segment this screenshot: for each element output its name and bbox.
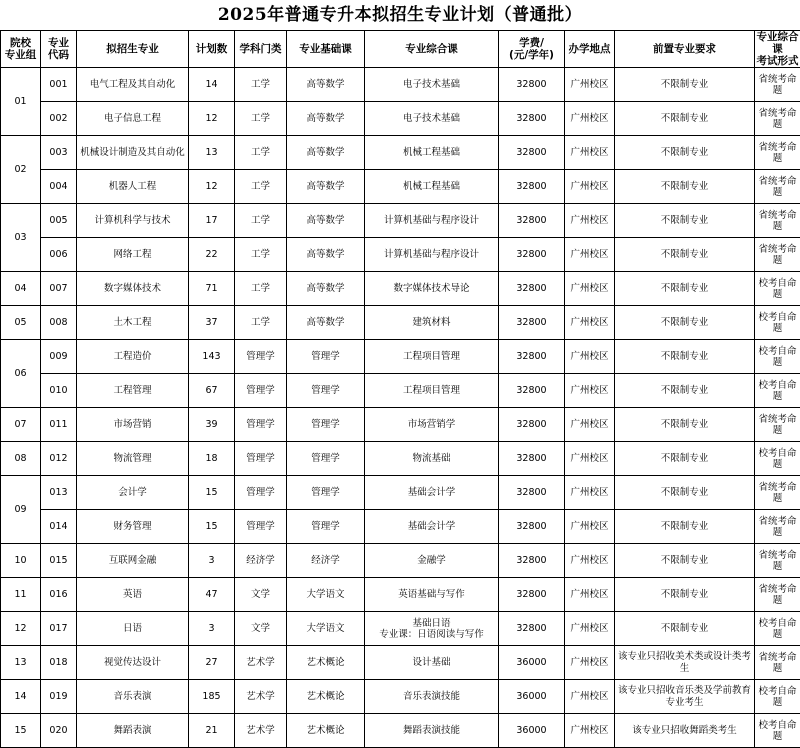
major-name-cell: 网络工程 — [77, 238, 189, 272]
major-code-cell: 006 — [41, 238, 77, 272]
exam-form-cell: 校考自命题 — [755, 306, 800, 340]
table-row — [1, 408, 800, 442]
comprehensive-course-cell: 计算机基础与程序设计 — [365, 238, 499, 272]
prerequisite-cell: 不限制专业 — [615, 204, 755, 238]
prerequisite-cell: 不限制专业 — [615, 238, 755, 272]
group-number-cell: 06 — [1, 340, 41, 408]
major-name-cell: 互联网金融 — [77, 544, 189, 578]
group-number-cell: 04 — [1, 272, 41, 306]
table-row — [1, 238, 800, 272]
basic-course-cell: 高等数学 — [287, 68, 365, 102]
major-code-cell: 005 — [41, 204, 77, 238]
prerequisite-cell: 不限制专业 — [615, 272, 755, 306]
basic-course-cell: 高等数学 — [287, 102, 365, 136]
tuition-cell: 36000 — [499, 646, 565, 680]
prerequisite-cell: 该专业只招收美术类或设计类考生 — [615, 646, 755, 680]
category-cell: 管理学 — [235, 476, 287, 510]
campus-cell: 广州校区 — [565, 442, 615, 476]
prerequisite-cell: 不限制专业 — [615, 306, 755, 340]
exam-form-cell: 省统考命题 — [755, 476, 800, 510]
comprehensive-course-cell: 数字媒体技术导论 — [365, 272, 499, 306]
table-row — [1, 170, 800, 204]
comprehensive-course-cell: 计算机基础与程序设计 — [365, 204, 499, 238]
tuition-cell: 36000 — [499, 680, 565, 714]
group-number-cell: 11 — [1, 578, 41, 612]
campus-cell: 广州校区 — [565, 510, 615, 544]
major-code-cell: 003 — [41, 136, 77, 170]
group-number-cell: 10 — [1, 544, 41, 578]
comprehensive-course-cell: 音乐表演技能 — [365, 680, 499, 714]
header-category: 学科门类 — [235, 31, 287, 68]
table-row — [1, 102, 800, 136]
major-name-cell: 音乐表演 — [77, 680, 189, 714]
header-major: 拟招生专业 — [77, 31, 189, 68]
plan-count-cell: 3 — [189, 612, 235, 646]
major-code-cell: 015 — [41, 544, 77, 578]
header-row — [1, 31, 800, 68]
tuition-cell: 32800 — [499, 170, 565, 204]
table-row — [1, 374, 800, 408]
header-fee: 学费/ (元/学年) — [499, 31, 565, 68]
category-cell: 管理学 — [235, 442, 287, 476]
major-name-cell: 日语 — [77, 612, 189, 646]
comprehensive-course-cell: 基础会计学 — [365, 510, 499, 544]
tuition-cell: 32800 — [499, 374, 565, 408]
major-name-cell: 英语 — [77, 578, 189, 612]
plan-count-cell: 67 — [189, 374, 235, 408]
comprehensive-course-cell: 建筑材料 — [365, 306, 499, 340]
major-name-cell: 工程管理 — [77, 374, 189, 408]
header-basic-course: 专业基础课 — [287, 31, 365, 68]
major-code-cell: 018 — [41, 646, 77, 680]
prerequisite-cell: 不限制专业 — [615, 340, 755, 374]
comprehensive-course-cell: 基础会计学 — [365, 476, 499, 510]
group-number-cell: 13 — [1, 646, 41, 680]
category-cell: 艺术学 — [235, 714, 287, 748]
campus-cell: 广州校区 — [565, 102, 615, 136]
plan-count-cell: 3 — [189, 544, 235, 578]
group-number-cell: 02 — [1, 136, 41, 204]
prerequisite-cell: 不限制专业 — [615, 68, 755, 102]
plan-count-cell: 47 — [189, 578, 235, 612]
tuition-cell: 32800 — [499, 578, 565, 612]
table-row — [1, 340, 800, 374]
table-row — [1, 714, 800, 748]
exam-form-cell: 校考自命题 — [755, 374, 800, 408]
category-cell: 工学 — [235, 136, 287, 170]
comprehensive-course-cell: 物流基础 — [365, 442, 499, 476]
header-exam-form: 专业综合课 考试形式 — [755, 31, 800, 68]
campus-cell: 广州校区 — [565, 306, 615, 340]
tuition-cell: 32800 — [499, 476, 565, 510]
exam-form-cell: 校考自命题 — [755, 680, 800, 714]
campus-cell: 广州校区 — [565, 612, 615, 646]
page-title: 2025年普通专升本拟招生专业计划（普通批） — [0, 0, 800, 30]
category-cell: 管理学 — [235, 374, 287, 408]
comprehensive-course-cell: 市场营销学 — [365, 408, 499, 442]
category-cell: 工学 — [235, 68, 287, 102]
basic-course-cell: 艺术概论 — [287, 714, 365, 748]
tuition-cell: 32800 — [499, 68, 565, 102]
prerequisite-cell: 该专业只招收舞蹈类考生 — [615, 714, 755, 748]
major-code-cell: 019 — [41, 680, 77, 714]
exam-form-cell: 省统考命题 — [755, 102, 800, 136]
basic-course-cell: 高等数学 — [287, 136, 365, 170]
tuition-cell: 32800 — [499, 544, 565, 578]
campus-cell: 广州校区 — [565, 68, 615, 102]
table-row — [1, 272, 800, 306]
category-cell: 工学 — [235, 102, 287, 136]
table-row — [1, 544, 800, 578]
category-cell: 管理学 — [235, 340, 287, 374]
basic-course-cell: 高等数学 — [287, 272, 365, 306]
major-code-cell: 009 — [41, 340, 77, 374]
header-comprehensive-course: 专业综合课 — [365, 31, 499, 68]
exam-form-cell: 省统考命题 — [755, 510, 800, 544]
prerequisite-cell: 不限制专业 — [615, 442, 755, 476]
major-name-cell: 机器人工程 — [77, 170, 189, 204]
plan-count-cell: 17 — [189, 204, 235, 238]
plan-count-cell: 14 — [189, 68, 235, 102]
exam-form-cell: 省统考命题 — [755, 170, 800, 204]
comprehensive-course-cell: 机械工程基础 — [365, 136, 499, 170]
group-number-cell: 15 — [1, 714, 41, 748]
table-row — [1, 306, 800, 340]
table-row — [1, 612, 800, 646]
enrollment-plan-table — [0, 30, 800, 748]
basic-course-cell: 管理学 — [287, 510, 365, 544]
basic-course-cell: 管理学 — [287, 374, 365, 408]
category-cell: 工学 — [235, 170, 287, 204]
major-name-cell: 市场营销 — [77, 408, 189, 442]
comprehensive-course-cell: 金融学 — [365, 544, 499, 578]
tuition-cell: 32800 — [499, 340, 565, 374]
prerequisite-cell: 不限制专业 — [615, 544, 755, 578]
tuition-cell: 32800 — [499, 442, 565, 476]
comprehensive-course-cell: 基础日语 专业课：日语阅读与写作 — [365, 612, 499, 646]
tuition-cell: 32800 — [499, 612, 565, 646]
comprehensive-course-cell: 舞蹈表演技能 — [365, 714, 499, 748]
plan-count-cell: 12 — [189, 102, 235, 136]
table-row — [1, 68, 800, 102]
campus-cell: 广州校区 — [565, 408, 615, 442]
basic-course-cell: 高等数学 — [287, 238, 365, 272]
prerequisite-cell: 该专业只招收音乐类及学前教育专业考生 — [615, 680, 755, 714]
exam-form-cell: 校考自命题 — [755, 442, 800, 476]
group-number-cell: 14 — [1, 680, 41, 714]
major-name-cell: 物流管理 — [77, 442, 189, 476]
plan-count-cell: 21 — [189, 714, 235, 748]
exam-form-cell: 校考自命题 — [755, 612, 800, 646]
campus-cell: 广州校区 — [565, 238, 615, 272]
tuition-cell: 32800 — [499, 408, 565, 442]
comprehensive-course-cell: 设计基础 — [365, 646, 499, 680]
group-number-cell: 01 — [1, 68, 41, 136]
plan-count-cell: 185 — [189, 680, 235, 714]
major-code-cell: 004 — [41, 170, 77, 204]
campus-cell: 广州校区 — [565, 340, 615, 374]
prerequisite-cell: 不限制专业 — [615, 408, 755, 442]
major-name-cell: 土木工程 — [77, 306, 189, 340]
table-body — [1, 68, 800, 748]
exam-form-cell: 省统考命题 — [755, 136, 800, 170]
header-code: 专业 代码 — [41, 31, 77, 68]
plan-count-cell: 15 — [189, 476, 235, 510]
major-code-cell: 013 — [41, 476, 77, 510]
category-cell: 工学 — [235, 238, 287, 272]
campus-cell: 广州校区 — [565, 204, 615, 238]
campus-cell: 广州校区 — [565, 714, 615, 748]
prerequisite-cell: 不限制专业 — [615, 136, 755, 170]
campus-cell: 广州校区 — [565, 680, 615, 714]
plan-count-cell: 39 — [189, 408, 235, 442]
major-code-cell: 014 — [41, 510, 77, 544]
major-name-cell: 电气工程及其自动化 — [77, 68, 189, 102]
tuition-cell: 32800 — [499, 272, 565, 306]
exam-form-cell: 校考自命题 — [755, 340, 800, 374]
comprehensive-course-cell: 电子技术基础 — [365, 102, 499, 136]
exam-form-cell: 省统考命题 — [755, 238, 800, 272]
exam-form-cell: 省统考命题 — [755, 646, 800, 680]
prerequisite-cell: 不限制专业 — [615, 170, 755, 204]
major-name-cell: 视觉传达设计 — [77, 646, 189, 680]
comprehensive-course-cell: 英语基础与写作 — [365, 578, 499, 612]
table-row — [1, 510, 800, 544]
prerequisite-cell: 不限制专业 — [615, 476, 755, 510]
plan-count-cell: 18 — [189, 442, 235, 476]
category-cell: 文学 — [235, 578, 287, 612]
basic-course-cell: 经济学 — [287, 544, 365, 578]
header-plan: 计划数 — [189, 31, 235, 68]
prerequisite-cell: 不限制专业 — [615, 578, 755, 612]
plan-count-cell: 22 — [189, 238, 235, 272]
major-name-cell: 电子信息工程 — [77, 102, 189, 136]
basic-course-cell: 艺术概论 — [287, 646, 365, 680]
basic-course-cell: 管理学 — [287, 340, 365, 374]
tuition-cell: 32800 — [499, 510, 565, 544]
basic-course-cell: 艺术概论 — [287, 680, 365, 714]
major-name-cell: 计算机科学与技术 — [77, 204, 189, 238]
exam-form-cell: 省统考命题 — [755, 408, 800, 442]
plan-count-cell: 12 — [189, 170, 235, 204]
category-cell: 工学 — [235, 272, 287, 306]
group-number-cell: 09 — [1, 476, 41, 544]
comprehensive-course-cell: 工程项目管理 — [365, 340, 499, 374]
group-number-cell: 08 — [1, 442, 41, 476]
major-code-cell: 011 — [41, 408, 77, 442]
table-row — [1, 578, 800, 612]
comprehensive-course-cell: 电子技术基础 — [365, 68, 499, 102]
prerequisite-cell: 不限制专业 — [615, 102, 755, 136]
header-prerequisite: 前置专业要求 — [615, 31, 755, 68]
major-name-cell: 数字媒体技术 — [77, 272, 189, 306]
table-row — [1, 204, 800, 238]
campus-cell: 广州校区 — [565, 544, 615, 578]
prerequisite-cell: 不限制专业 — [615, 510, 755, 544]
major-code-cell: 010 — [41, 374, 77, 408]
campus-cell: 广州校区 — [565, 272, 615, 306]
plan-count-cell: 15 — [189, 510, 235, 544]
category-cell: 文学 — [235, 612, 287, 646]
group-number-cell: 12 — [1, 612, 41, 646]
major-code-cell: 012 — [41, 442, 77, 476]
major-code-cell: 007 — [41, 272, 77, 306]
basic-course-cell: 管理学 — [287, 476, 365, 510]
category-cell: 工学 — [235, 204, 287, 238]
tuition-cell: 32800 — [499, 102, 565, 136]
category-cell: 艺术学 — [235, 680, 287, 714]
exam-form-cell: 省统考命题 — [755, 204, 800, 238]
table-row — [1, 646, 800, 680]
exam-form-cell: 省统考命题 — [755, 578, 800, 612]
prerequisite-cell: 不限制专业 — [615, 374, 755, 408]
plan-count-cell: 27 — [189, 646, 235, 680]
major-code-cell: 017 — [41, 612, 77, 646]
category-cell: 经济学 — [235, 544, 287, 578]
major-code-cell: 002 — [41, 102, 77, 136]
category-cell: 工学 — [235, 306, 287, 340]
basic-course-cell: 管理学 — [287, 442, 365, 476]
major-code-cell: 008 — [41, 306, 77, 340]
basic-course-cell: 大学语文 — [287, 612, 365, 646]
campus-cell: 广州校区 — [565, 136, 615, 170]
basic-course-cell: 管理学 — [287, 408, 365, 442]
tuition-cell: 36000 — [499, 714, 565, 748]
exam-form-cell: 省统考命题 — [755, 544, 800, 578]
campus-cell: 广州校区 — [565, 646, 615, 680]
table-row — [1, 136, 800, 170]
category-cell: 管理学 — [235, 408, 287, 442]
major-name-cell: 财务管理 — [77, 510, 189, 544]
major-code-cell: 001 — [41, 68, 77, 102]
plan-count-cell: 71 — [189, 272, 235, 306]
major-name-cell: 机械设计制造及其自动化 — [77, 136, 189, 170]
basic-course-cell: 高等数学 — [287, 204, 365, 238]
plan-count-cell: 37 — [189, 306, 235, 340]
tuition-cell: 32800 — [499, 204, 565, 238]
basic-course-cell: 大学语文 — [287, 578, 365, 612]
campus-cell: 广州校区 — [565, 374, 615, 408]
tuition-cell: 32800 — [499, 136, 565, 170]
table-row — [1, 442, 800, 476]
category-cell: 艺术学 — [235, 646, 287, 680]
exam-form-cell: 校考自命题 — [755, 272, 800, 306]
comprehensive-course-cell: 工程项目管理 — [365, 374, 499, 408]
major-name-cell: 舞蹈表演 — [77, 714, 189, 748]
plan-count-cell: 143 — [189, 340, 235, 374]
campus-cell: 广州校区 — [565, 476, 615, 510]
campus-cell: 广州校区 — [565, 170, 615, 204]
plan-count-cell: 13 — [189, 136, 235, 170]
tuition-cell: 32800 — [499, 306, 565, 340]
major-code-cell: 020 — [41, 714, 77, 748]
campus-cell: 广州校区 — [565, 578, 615, 612]
basic-course-cell: 高等数学 — [287, 170, 365, 204]
category-cell: 管理学 — [235, 510, 287, 544]
header-zu: 院校 专业组 — [1, 31, 41, 68]
table-row — [1, 476, 800, 510]
table-row — [1, 680, 800, 714]
group-number-cell: 05 — [1, 306, 41, 340]
tuition-cell: 32800 — [499, 238, 565, 272]
group-number-cell: 07 — [1, 408, 41, 442]
major-name-cell: 工程造价 — [77, 340, 189, 374]
exam-form-cell: 省统考命题 — [755, 68, 800, 102]
basic-course-cell: 高等数学 — [287, 306, 365, 340]
major-code-cell: 016 — [41, 578, 77, 612]
major-name-cell: 会计学 — [77, 476, 189, 510]
exam-form-cell: 校考自命题 — [755, 714, 800, 748]
header-campus: 办学地点 — [565, 31, 615, 68]
prerequisite-cell: 不限制专业 — [615, 612, 755, 646]
group-number-cell: 03 — [1, 204, 41, 272]
comprehensive-course-cell: 机械工程基础 — [365, 170, 499, 204]
